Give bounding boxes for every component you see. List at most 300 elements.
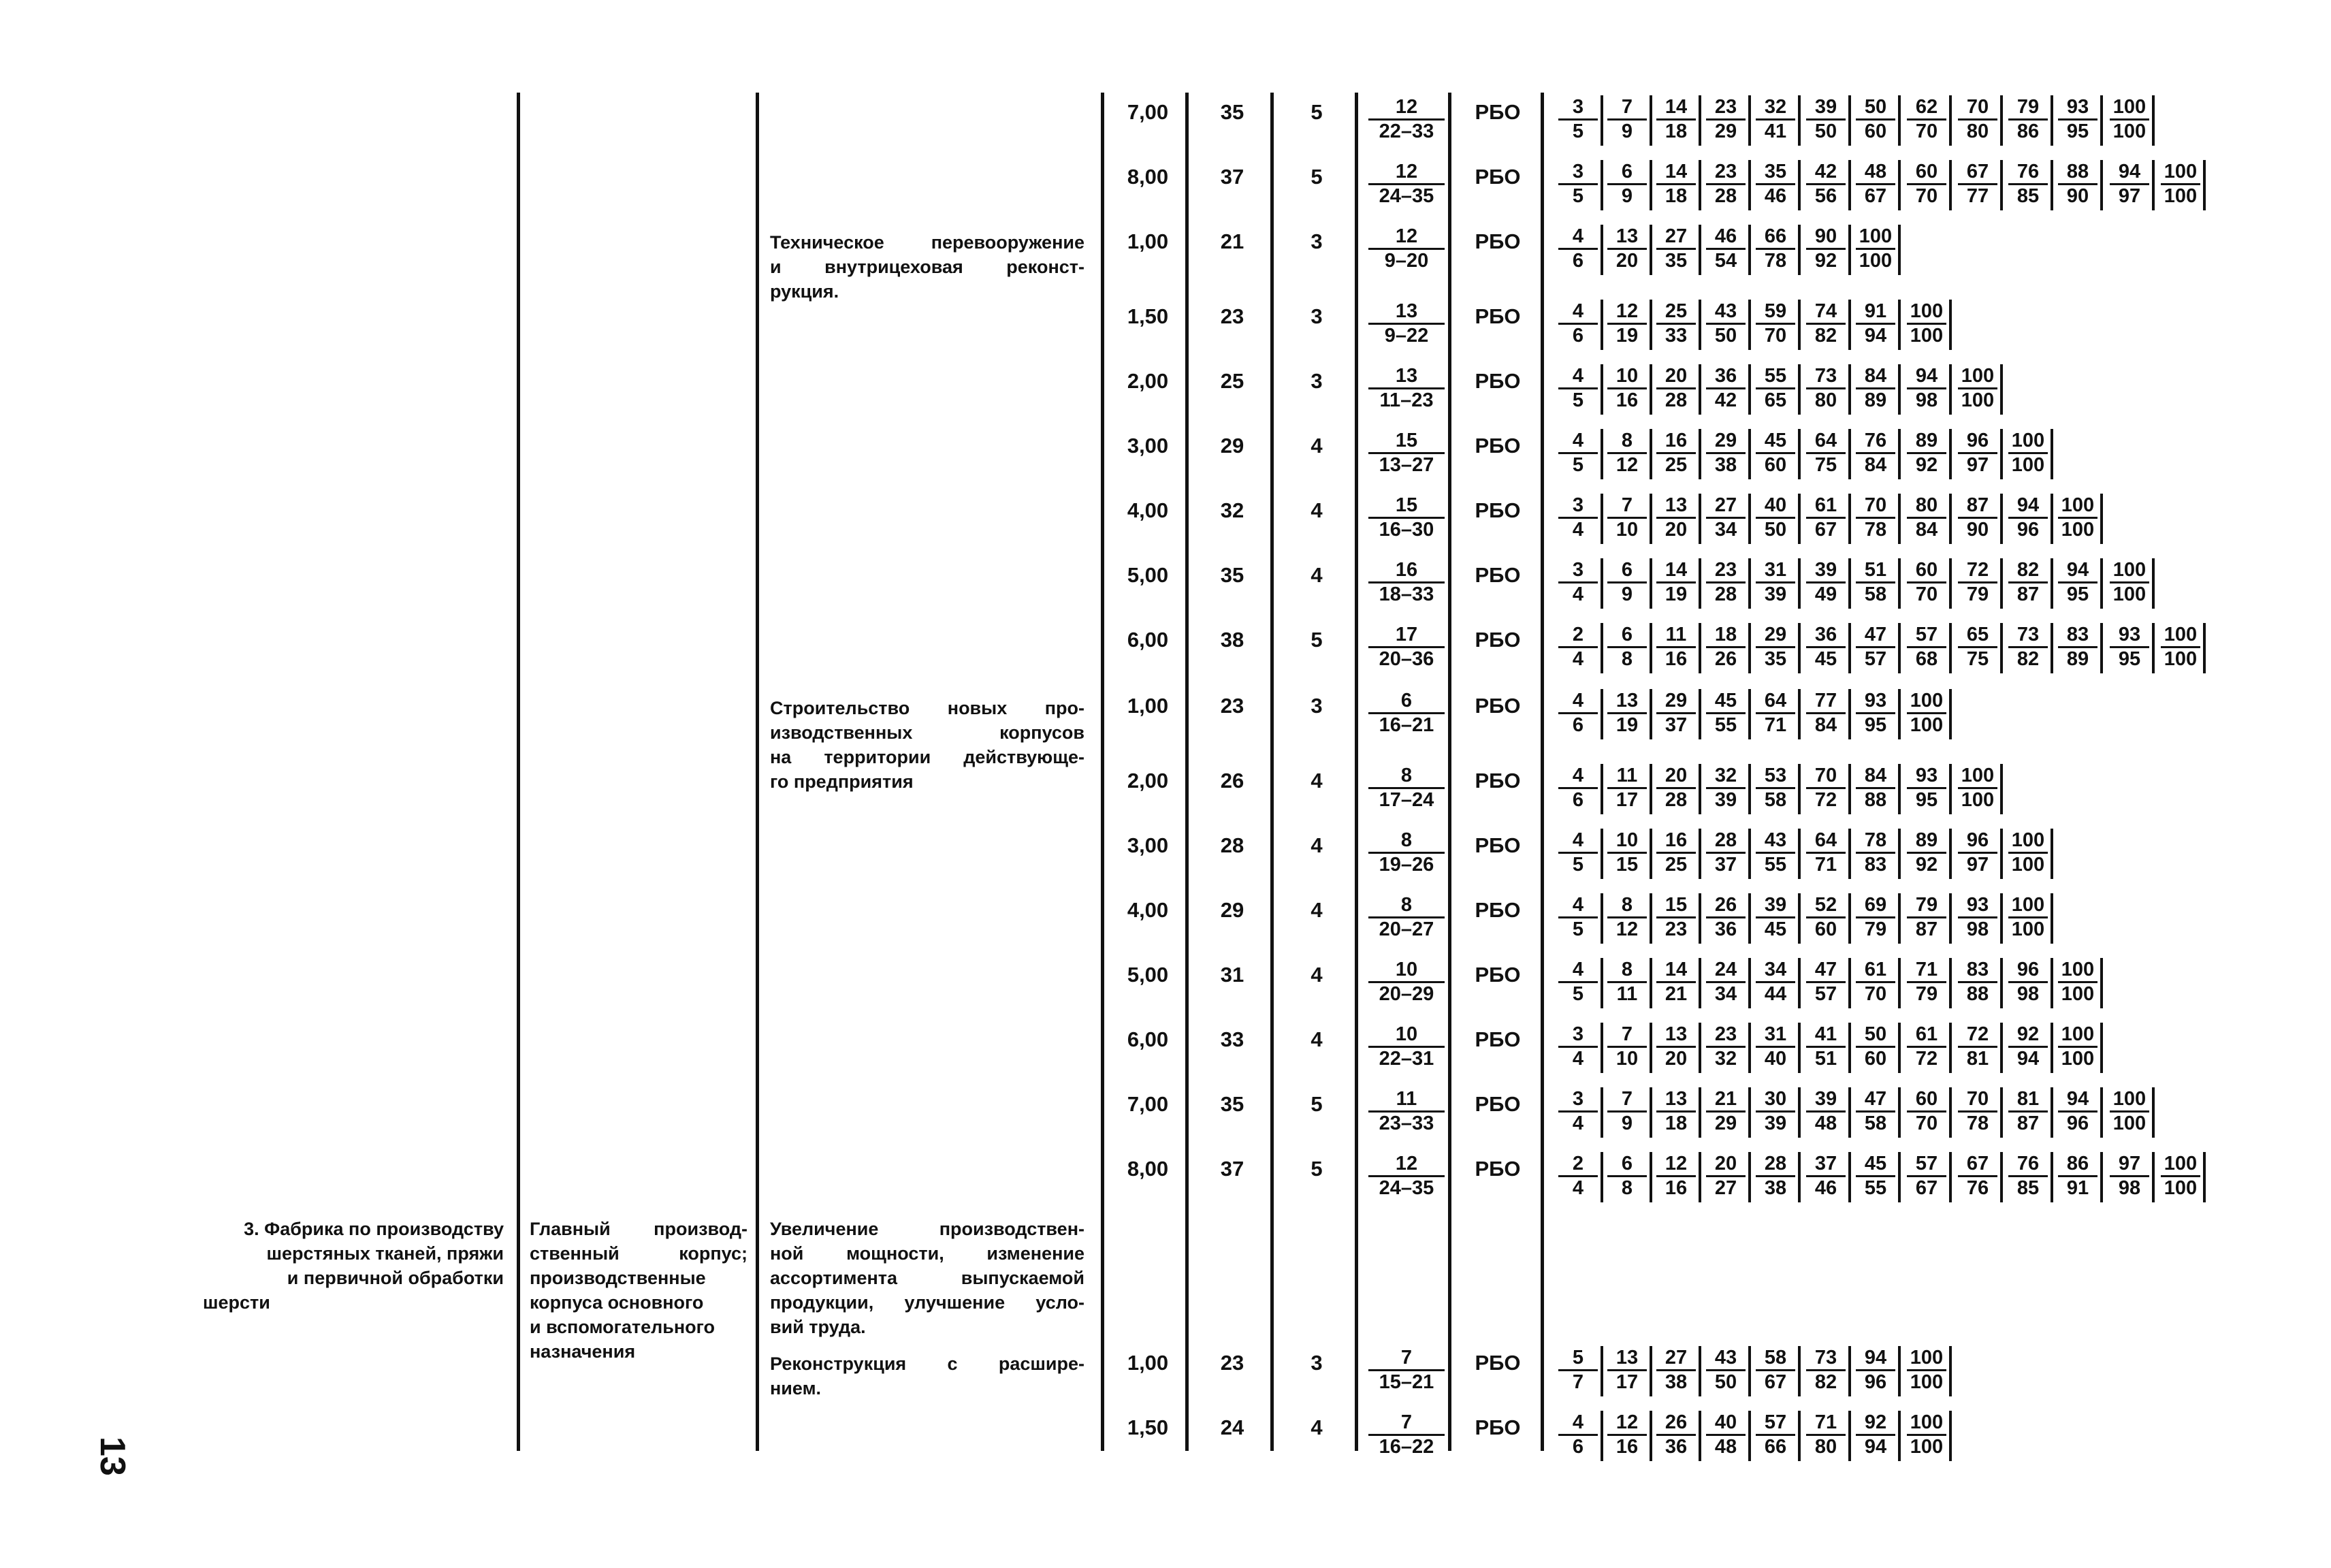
percent-fraction-denominator: 36	[1665, 1436, 1688, 1458]
fraction-separator	[1650, 764, 1652, 814]
percent-fraction-denominator: 48	[1814, 1113, 1837, 1134]
fraction-separator	[1748, 1152, 1751, 1202]
fraction-separator	[1798, 1411, 1801, 1461]
fraction-separator	[1699, 689, 1701, 739]
percent-fraction-numerator: 60	[1915, 161, 1938, 182]
organization-cell: РБО	[1475, 434, 1521, 458]
percent-fraction	[1706, 1347, 1746, 1393]
percent-fraction-denominator: 38	[1714, 454, 1737, 476]
percent-fraction-denominator: 4	[1572, 1113, 1584, 1134]
percent-fraction-numerator: 57	[1915, 1153, 1938, 1174]
count-cell: 4	[1311, 769, 1323, 793]
percent-fraction	[1958, 97, 1997, 142]
percent-fraction-denominator: 16	[1615, 1436, 1639, 1458]
percent-fraction-numerator: 81	[2016, 1088, 2040, 1110]
cost-cell: 3,00	[1127, 833, 1169, 857]
organization-cell: РБО	[1475, 833, 1521, 857]
percent-fraction-denominator: 100	[2011, 918, 2045, 940]
percent-fraction-denominator: 20	[1665, 519, 1688, 541]
percent-fraction	[2110, 560, 2149, 605]
percent-fraction	[1806, 560, 1846, 605]
percent-fraction-denominator: 9	[1621, 121, 1633, 142]
percent-fraction-denominator: 97	[1966, 854, 1989, 876]
range-fraction-numerator: 12	[1395, 225, 1418, 247]
percent-fraction	[1706, 830, 1746, 876]
fraction-separator	[2051, 1023, 2053, 1073]
fraction-separator	[1650, 893, 1652, 944]
range-fraction	[1368, 1412, 1445, 1458]
percent-fraction-numerator: 94	[2066, 1088, 2089, 1110]
percent-fraction-numerator: 5	[1572, 1347, 1584, 1369]
fraction-separator	[2051, 95, 2053, 146]
fraction-separator	[1898, 958, 1901, 1008]
percent-fraction-denominator: 58	[1764, 789, 1787, 811]
percent-fraction	[1656, 366, 1696, 411]
percent-fraction	[1607, 1089, 1647, 1134]
range-fraction	[1368, 560, 1445, 605]
percent-fraction	[1856, 366, 1895, 411]
fraction-separator	[2051, 429, 2053, 479]
range-fraction	[1368, 830, 1445, 876]
percent-fraction-denominator: 9	[1621, 583, 1633, 605]
percent-fraction-denominator: 72	[1915, 1048, 1938, 1070]
fraction-separator	[1650, 689, 1652, 739]
percent-fraction-numerator: 58	[1764, 1347, 1787, 1369]
fraction-separator	[2152, 160, 2155, 210]
organization-cell: РБО	[1475, 369, 1521, 393]
range-fraction	[1368, 97, 1445, 142]
percent-fraction-numerator: 20	[1714, 1153, 1737, 1174]
percent-fraction-denominator: 100	[2164, 185, 2198, 207]
percent-fraction-denominator: 18	[1665, 1113, 1688, 1134]
duration-cell: 23	[1220, 694, 1244, 718]
percent-fraction-numerator: 60	[1915, 1088, 1938, 1110]
organization-cell: РБО	[1475, 1415, 1521, 1439]
percent-fraction	[1958, 495, 1997, 541]
percent-fraction	[2161, 161, 2200, 207]
count-cell: 4	[1311, 498, 1323, 522]
percent-fraction-denominator: 58	[1864, 1113, 1887, 1134]
percent-fraction	[1706, 624, 1746, 670]
percent-fraction	[1558, 624, 1598, 670]
percent-fraction-denominator: 98	[1915, 389, 1938, 411]
percent-fraction-denominator: 28	[1714, 583, 1737, 605]
percent-fraction	[1558, 301, 1598, 347]
fraction-separator	[1699, 300, 1701, 350]
percent-fraction-numerator: 4	[1572, 690, 1584, 711]
fraction-separator	[1601, 689, 1603, 739]
fraction-separator	[1949, 160, 1952, 210]
percent-fraction-numerator: 8	[1621, 430, 1633, 451]
percent-fraction-denominator: 18	[1665, 185, 1688, 207]
percent-fraction-numerator: 15	[1665, 894, 1688, 916]
work-type-line: Реконструкция с расшире-	[770, 1354, 1084, 1374]
percent-fraction-denominator: 39	[1764, 1113, 1787, 1134]
percent-fraction-denominator: 6	[1572, 250, 1584, 272]
work-type-line: Техническое перевооружение	[770, 232, 1084, 253]
organization-cell: РБО	[1475, 1351, 1521, 1375]
percent-fraction-denominator: 95	[2118, 648, 2141, 670]
organization-cell: РБО	[1475, 304, 1521, 328]
percent-fraction-denominator: 57	[1864, 648, 1887, 670]
fraction-separator	[1798, 1152, 1801, 1202]
percent-fraction	[1806, 765, 1846, 811]
fraction-separator	[1699, 829, 1701, 879]
percent-fraction	[1558, 690, 1598, 736]
percent-fraction	[1958, 1153, 1997, 1199]
percent-fraction	[1806, 1153, 1846, 1199]
percent-fraction-denominator: 98	[1966, 918, 1989, 940]
percent-fraction-numerator: 4	[1572, 894, 1584, 916]
percent-fraction	[1656, 830, 1696, 876]
percent-fraction	[1656, 430, 1696, 476]
percent-fraction	[1806, 690, 1846, 736]
percent-fraction	[1958, 161, 1997, 207]
percent-fraction	[1756, 1347, 1795, 1393]
percent-fraction-denominator: 100	[1910, 1436, 1944, 1458]
fraction-separator	[1601, 1087, 1603, 1138]
percent-fraction	[1907, 895, 1946, 940]
percent-fraction-numerator: 14	[1665, 161, 1688, 182]
fraction-separator	[1898, 689, 1901, 739]
percent-fraction-denominator: 84	[1915, 519, 1938, 541]
range-fraction	[1368, 1089, 1445, 1134]
count-cell: 5	[1311, 1157, 1323, 1181]
range-fraction-denominator: 17–24	[1379, 789, 1434, 811]
percent-fraction-denominator: 70	[1915, 185, 1938, 207]
percent-fraction-denominator: 5	[1572, 185, 1584, 207]
fraction-separator	[2152, 95, 2155, 146]
percent-fraction-denominator: 87	[1915, 918, 1938, 940]
percent-fraction-denominator: 67	[1915, 1177, 1938, 1199]
percent-fraction-numerator: 76	[2016, 1153, 2040, 1174]
range-fraction-numerator: 17	[1395, 624, 1418, 645]
percent-fraction-denominator: 45	[1764, 918, 1787, 940]
percent-fraction	[1756, 1024, 1795, 1070]
percent-fraction-denominator: 65	[1764, 389, 1787, 411]
work-type-line: вий труда.	[770, 1317, 866, 1337]
percent-fraction-numerator: 94	[2066, 559, 2089, 581]
percent-fraction	[1656, 959, 1696, 1005]
percent-fraction-numerator: 4	[1572, 300, 1584, 322]
percent-fraction	[1856, 1024, 1895, 1070]
percent-fraction-numerator: 93	[2118, 624, 2141, 645]
percent-fraction	[1756, 1153, 1795, 1199]
percent-fraction-denominator: 50	[1714, 1371, 1737, 1393]
percent-fraction-denominator: 79	[1966, 583, 1989, 605]
percent-fraction	[1558, 161, 1598, 207]
percent-fraction-denominator: 44	[1764, 983, 1787, 1005]
percent-fraction-numerator: 61	[1915, 1023, 1938, 1045]
range-fraction	[1368, 765, 1445, 811]
percent-fraction-denominator: 100	[1910, 714, 1944, 736]
percent-fraction-numerator: 3	[1572, 161, 1584, 182]
percent-fraction-numerator: 94	[1915, 365, 1938, 387]
percent-fraction	[2110, 1153, 2149, 1199]
percent-fraction-denominator: 77	[1966, 185, 1989, 207]
fraction-separator	[1798, 1023, 1801, 1073]
count-cell: 4	[1311, 963, 1323, 987]
fraction-separator	[2051, 829, 2053, 879]
duration-cell: 38	[1220, 628, 1244, 652]
percent-fraction-denominator: 95	[1915, 789, 1938, 811]
percent-fraction	[1607, 624, 1647, 670]
percent-fraction	[1958, 366, 1997, 411]
count-cell: 3	[1311, 304, 1323, 328]
work-type-line: ассортимента выпускаемой	[770, 1268, 1084, 1288]
percent-fraction-denominator: 12	[1615, 454, 1639, 476]
percent-fraction	[1558, 97, 1598, 142]
range-fraction-numerator: 12	[1395, 96, 1418, 118]
cost-cell: 4,00	[1127, 498, 1169, 522]
percent-fraction-numerator: 100	[2112, 1088, 2147, 1110]
cost-cell: 7,00	[1127, 100, 1169, 124]
percent-fraction	[1958, 895, 1997, 940]
fraction-separator	[2100, 1023, 2103, 1073]
percent-fraction-denominator: 100	[1961, 789, 1995, 811]
percent-fraction	[2058, 161, 2097, 207]
fraction-separator	[2051, 893, 2053, 944]
percent-fraction-denominator: 81	[1966, 1048, 1989, 1070]
percent-fraction-numerator: 26	[1665, 1411, 1688, 1433]
column-rule	[756, 93, 759, 1451]
percent-fraction-numerator: 57	[1915, 624, 1938, 645]
percent-fraction-denominator: 60	[1864, 121, 1887, 142]
range-fraction-numerator: 10	[1395, 959, 1418, 980]
percent-fraction-numerator: 24	[1714, 959, 1737, 980]
percent-fraction	[1607, 301, 1647, 347]
fraction-separator	[1949, 764, 1952, 814]
fraction-separator	[1601, 764, 1603, 814]
fraction-separator	[1848, 1346, 1851, 1396]
percent-fraction	[1706, 1153, 1746, 1199]
percent-fraction-numerator: 70	[1966, 96, 1989, 118]
work-type-line: Увеличение производствен-	[770, 1219, 1084, 1239]
percent-fraction-denominator: 15	[1615, 854, 1639, 876]
percent-fraction-numerator: 100	[2061, 959, 2095, 980]
percent-fraction	[1907, 366, 1946, 411]
organization-cell: РБО	[1475, 1092, 1521, 1116]
percent-fraction	[1806, 366, 1846, 411]
percent-fraction-numerator: 6	[1621, 161, 1633, 182]
range-fraction-denominator: 23–33	[1379, 1113, 1434, 1134]
percent-fraction-numerator: 4	[1572, 430, 1584, 451]
percent-fraction-denominator: 89	[1864, 389, 1887, 411]
fraction-separator	[2000, 1023, 2003, 1073]
fraction-separator	[2000, 364, 2003, 415]
percent-fraction	[1607, 161, 1647, 207]
percent-fraction-numerator: 96	[1966, 430, 1989, 451]
percent-fraction-denominator: 96	[1864, 1371, 1887, 1393]
fraction-separator	[2100, 958, 2103, 1008]
percent-fraction	[2008, 495, 2048, 541]
percent-fraction-denominator: 100	[2061, 519, 2095, 541]
page-number: 13	[93, 1437, 132, 1476]
percent-fraction-denominator: 92	[1814, 250, 1837, 272]
range-fraction-denominator: 24–35	[1379, 1177, 1434, 1199]
percent-fraction-numerator: 31	[1764, 1023, 1787, 1045]
percent-fraction-denominator: 70	[1864, 983, 1887, 1005]
percent-fraction-numerator: 39	[1764, 894, 1787, 916]
work-type-line: Строительство новых про-	[770, 698, 1084, 718]
percent-fraction-numerator: 27	[1665, 1347, 1688, 1369]
fraction-separator	[2000, 1152, 2003, 1202]
percent-fraction-numerator: 64	[1814, 829, 1837, 851]
percent-fraction-denominator: 100	[2011, 854, 2045, 876]
percent-fraction-numerator: 47	[1864, 1088, 1887, 1110]
percent-fraction-denominator: 70	[1915, 583, 1938, 605]
percent-fraction	[1558, 1089, 1598, 1134]
fraction-separator	[2100, 160, 2103, 210]
percent-fraction	[1856, 830, 1895, 876]
percent-fraction	[1558, 430, 1598, 476]
percent-fraction-numerator: 7	[1621, 1088, 1633, 1110]
percent-fraction-denominator: 67	[1864, 185, 1887, 207]
percent-fraction	[1706, 97, 1746, 142]
percent-fraction-numerator: 45	[1864, 1153, 1887, 1174]
percent-fraction	[1756, 495, 1795, 541]
percent-fraction-denominator: 95	[1864, 714, 1887, 736]
percent-fraction-numerator: 39	[1814, 559, 1837, 581]
percent-fraction	[1558, 1153, 1598, 1199]
percent-fraction-denominator: 78	[1864, 519, 1887, 541]
percent-fraction	[1558, 495, 1598, 541]
percent-fraction	[1856, 895, 1895, 940]
percent-fraction-numerator: 35	[1764, 161, 1787, 182]
fraction-separator	[1699, 893, 1701, 944]
percent-fraction-numerator: 26	[1714, 894, 1737, 916]
percent-fraction-denominator: 78	[1966, 1113, 1989, 1134]
fraction-separator	[1601, 558, 1603, 609]
percent-fraction	[1907, 560, 1946, 605]
percent-fraction	[2058, 1024, 2097, 1070]
percent-fraction-numerator: 3	[1572, 494, 1584, 516]
percent-fraction-denominator: 76	[1966, 1177, 1989, 1199]
percent-fraction	[2008, 895, 2048, 940]
percent-fraction-numerator: 66	[1764, 225, 1787, 247]
fraction-separator	[1650, 364, 1652, 415]
percent-fraction	[2008, 830, 2048, 876]
percent-fraction	[1756, 624, 1795, 670]
percent-fraction-numerator: 97	[2118, 1153, 2141, 1174]
percent-fraction-numerator: 39	[1814, 1088, 1837, 1110]
percent-fraction-numerator: 4	[1572, 225, 1584, 247]
duration-cell: 23	[1220, 1351, 1244, 1375]
fraction-separator	[1898, 893, 1901, 944]
percent-fraction-denominator: 100	[1910, 325, 1944, 347]
percent-fraction-numerator: 93	[1915, 765, 1938, 786]
percent-fraction-numerator: 7	[1621, 1023, 1633, 1045]
fraction-separator	[2100, 558, 2103, 609]
cost-cell: 1,00	[1127, 694, 1169, 718]
percent-fraction	[2110, 1089, 2149, 1134]
percent-fraction-denominator: 19	[1615, 325, 1639, 347]
fraction-separator	[2100, 494, 2103, 544]
fraction-separator	[1949, 1087, 1952, 1138]
percent-fraction-denominator: 38	[1764, 1177, 1787, 1199]
percent-fraction-numerator: 100	[1910, 1411, 1944, 1433]
percent-fraction-denominator: 82	[1814, 325, 1837, 347]
percent-fraction-denominator: 100	[2164, 1177, 2198, 1199]
fraction-separator	[2051, 1152, 2053, 1202]
percent-fraction-numerator: 18	[1714, 624, 1737, 645]
percent-fraction	[1558, 830, 1598, 876]
percent-fraction	[2008, 161, 2048, 207]
range-fraction	[1368, 624, 1445, 670]
fraction-separator	[1798, 494, 1801, 544]
fraction-separator	[1798, 160, 1801, 210]
percent-fraction-numerator: 52	[1814, 894, 1837, 916]
percent-fraction	[1856, 1089, 1895, 1134]
fraction-separator	[1898, 1346, 1901, 1396]
fraction-separator	[1848, 558, 1851, 609]
percent-fraction-numerator: 23	[1714, 96, 1737, 118]
range-fraction-numerator: 8	[1400, 765, 1413, 786]
percent-fraction-denominator: 37	[1714, 854, 1737, 876]
percent-fraction	[1756, 1412, 1795, 1458]
fraction-separator	[1949, 429, 1952, 479]
percent-fraction-numerator: 8	[1621, 894, 1633, 916]
percent-fraction-numerator: 28	[1764, 1153, 1787, 1174]
percent-fraction-numerator: 30	[1764, 1088, 1787, 1110]
percent-fraction	[1706, 430, 1746, 476]
percent-fraction	[1958, 1024, 1997, 1070]
fraction-separator	[1650, 623, 1652, 673]
percent-fraction-denominator: 5	[1572, 854, 1584, 876]
percent-fraction	[1756, 690, 1795, 736]
percent-fraction	[2058, 97, 2097, 142]
percent-fraction-numerator: 67	[1966, 1153, 1989, 1174]
fraction-separator	[1601, 95, 1603, 146]
percent-fraction	[1607, 430, 1647, 476]
percent-fraction-numerator: 78	[1864, 829, 1887, 851]
percent-fraction-numerator: 39	[1814, 96, 1837, 118]
percent-fraction	[1806, 1024, 1846, 1070]
percent-fraction-denominator: 9	[1621, 185, 1633, 207]
fraction-separator	[1848, 364, 1851, 415]
percent-fraction-numerator: 100	[2011, 430, 2045, 451]
count-cell: 4	[1311, 898, 1323, 922]
fraction-separator	[1699, 364, 1701, 415]
percent-fraction-denominator: 8	[1621, 1177, 1633, 1199]
percent-fraction	[1656, 624, 1696, 670]
percent-fraction-denominator: 51	[1814, 1048, 1837, 1070]
work-type-line: нием.	[770, 1378, 822, 1398]
fraction-separator	[1650, 1087, 1652, 1138]
percent-fraction-denominator: 41	[1764, 121, 1787, 142]
fraction-separator	[1699, 429, 1701, 479]
range-fraction-denominator: 20–27	[1379, 918, 1434, 940]
percent-fraction-denominator: 72	[1814, 789, 1837, 811]
range-fraction-denominator: 13–27	[1379, 454, 1434, 476]
percent-fraction	[1706, 495, 1746, 541]
percent-fraction-denominator: 96	[2066, 1113, 2089, 1134]
percent-fraction-numerator: 100	[2011, 894, 2045, 916]
percent-fraction-denominator: 66	[1764, 1436, 1787, 1458]
fraction-separator	[1949, 1023, 1952, 1073]
fraction-separator	[2152, 558, 2155, 609]
fraction-separator	[1650, 160, 1652, 210]
fraction-separator	[1798, 429, 1801, 479]
fraction-separator	[1949, 300, 1952, 350]
fraction-separator	[1699, 1346, 1701, 1396]
organization-cell: РБО	[1475, 165, 1521, 189]
fraction-separator	[1650, 95, 1652, 146]
percent-fraction	[1907, 1347, 1946, 1393]
percent-fraction-numerator: 11	[1616, 765, 1638, 786]
percent-fraction	[1656, 495, 1696, 541]
percent-fraction-denominator: 92	[1915, 454, 1938, 476]
